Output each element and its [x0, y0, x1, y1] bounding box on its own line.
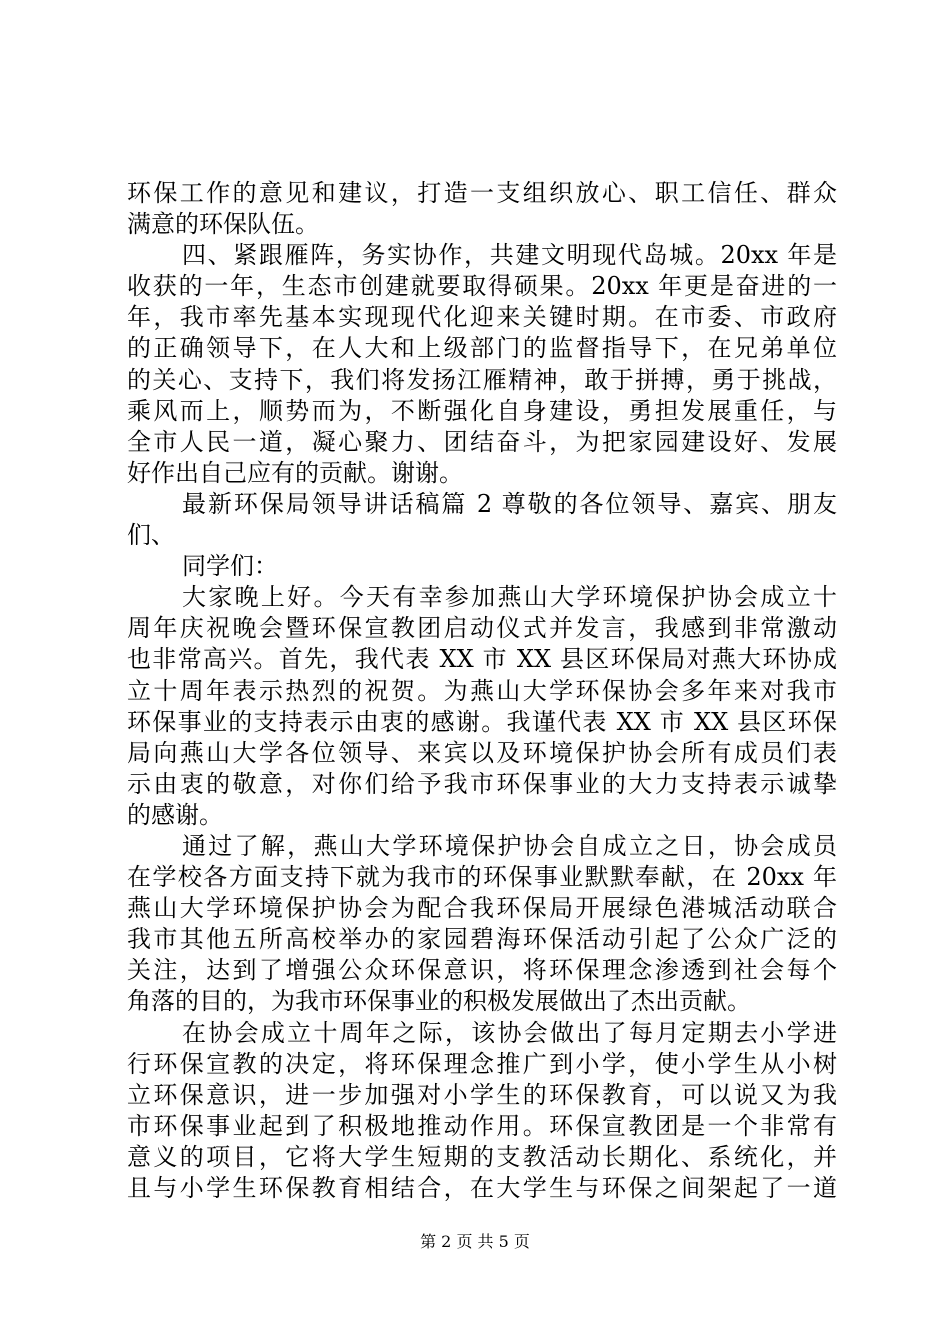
text-line: 年，我市率先基本实现现代化迎来关键时期。在市委、市政府	[127, 303, 837, 332]
text-line: 大家晚上好。今天有幸参加燕山大学环境保护协会成立十	[182, 583, 837, 612]
document-body	[127, 178, 837, 1204]
text-line: 乘风而上，顺势而为，不断强化自身建设，勇担发展重任，与	[127, 396, 837, 425]
text-line: 环保事业的支持表示由衷的感谢。我谨代表 XX 市 XX 县区环保	[127, 707, 837, 736]
text-line: 全市人民一道，凝心聚力、团结奋斗，为把家园建设好、发展	[127, 427, 837, 456]
text-line: 立环保意识，进一步加强对小学生的环保教育，可以说又为我	[127, 1080, 837, 1109]
text-line: 关注，达到了增强公众环保意识，将环保理念渗透到社会每个	[127, 956, 837, 985]
text-line: 四、紧跟雁阵，务实协作，共建文明现代岛城。20xx 年是	[182, 241, 837, 270]
text-line: 行环保宣教的决定，将环保理念推广到小学，使小学生从小树	[127, 1049, 837, 1078]
text-line: 角落的目的，为我市环保事业的积极发展做出了杰出贡献。	[127, 987, 751, 1016]
text-line: 同学们：	[182, 552, 278, 581]
text-line: 们、	[127, 521, 175, 550]
text-line: 燕山大学环境保护协会为配合我环保局开展绿色港城活动联合	[127, 894, 837, 923]
text-line: 立十周年表示热烈的祝贺。为燕山大学环保协会多年来对我市	[127, 676, 837, 705]
text-line: 在学校各方面支持下就为我市的环保事业默默奉献，在 20xx 年	[127, 863, 837, 892]
text-line: 且与小学生环保教育相结合，在大学生与环保之间架起了一道	[127, 1174, 837, 1202]
text-line: 好作出自己应有的贡献。谢谢。	[127, 458, 463, 487]
text-line: 意义的项目，它将大学生短期的支教活动长期化、系统化，并	[127, 1142, 837, 1171]
text-line: 我市其他五所高校举办的家园碧海环保活动引起了公众广泛的	[127, 925, 837, 954]
text-line: 的感谢。	[127, 800, 223, 829]
text-line: 收获的一年，生态市创建就要取得硕果。20xx 年更是奋进的一	[127, 272, 837, 301]
text-line: 满意的环保队伍。	[127, 210, 319, 239]
text-line: 的关心、支持下，我们将发扬江雁精神，敢于拼搏，勇于挑战，	[127, 365, 837, 394]
text-line: 的正确领导下，在人大和上级部门的监督指导下，在兄弟单位	[127, 334, 837, 363]
text-line: 示由衷的敬意，对你们给予我市环保事业的大力支持表示诚挚	[127, 769, 837, 798]
text-line: 在协会成立十周年之际，该协会做出了每月定期去小学进	[182, 1018, 837, 1047]
text-line: 周年庆祝晚会暨环保宣教团启动仪式并发言，我感到非常激动	[127, 614, 837, 643]
text-line: 通过了解，燕山大学环境保护协会自成立之日，协会成员	[182, 831, 837, 860]
text-line: 局向燕山大学各位领导、来宾以及环境保护协会所有成员们表	[127, 738, 837, 767]
text-line: 环保工作的意见和建议，打造一支组织放心、职工信任、群众	[127, 179, 837, 207]
text-line: 也非常高兴。首先，我代表 XX 市 XX 县区环保局对燕大环协成	[127, 645, 837, 674]
text-line: 最新环保局领导讲话稿篇 2 尊敬的各位领导、嘉宾、朋友	[182, 489, 837, 518]
text-line: 市环保事业起到了积极地推动作用。环保宣教团是一个非常有	[127, 1111, 837, 1140]
page-footer: 第 2 页 共 5 页	[420, 1232, 530, 1251]
